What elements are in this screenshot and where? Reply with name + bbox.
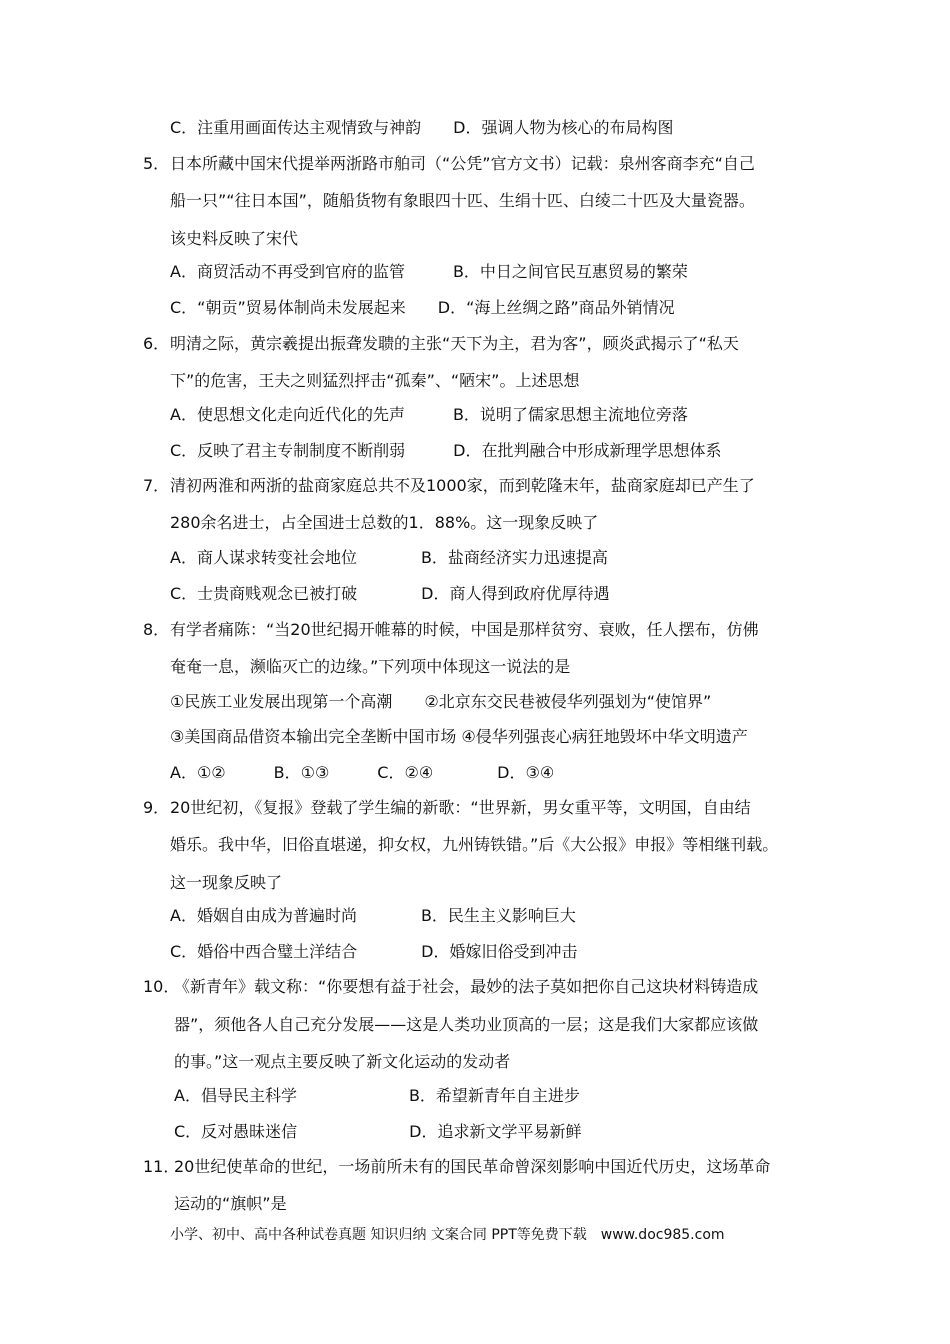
- q4-options-c-d: C．注重用画面传达主观情致与神韵 D．强调人物为核心的布局构图: [170, 118, 674, 137]
- q6-number: 6．: [143, 334, 170, 353]
- page-footer: 小学、初中、高中各种试卷真题 知识归纳 文案合同 PPT等免费下载 www.doc985.com: [170, 1227, 725, 1243]
- q9-number: 9．: [143, 798, 170, 817]
- q6-option-line: C．反映了君主专制制度不断削弱 D．在批判融合中形成新理学思想体系: [170, 441, 722, 460]
- q5-stem-line: 该史料反映了宋代: [170, 229, 299, 248]
- q8-item-line: ①民族工业发展出现第一个高潮 ②北京东交民巷被侵华列强划为“使馆界”: [170, 692, 712, 711]
- q10-stem-line: 器”，须他各人自己充分发展——这是人类功业顶高的一层；这是我们大家都应该做: [174, 1015, 759, 1034]
- q10-option-line: C．反对愚昧迷信 D．追求新文学平易新鲜: [174, 1122, 582, 1141]
- q6-stem-line: 明清之际，黄宗羲提出振聋发聩的主张“天下为主，君为客”，顾炎武揭示了“私天: [170, 334, 739, 353]
- q9-stem-line: 这一现象反映了: [170, 873, 283, 892]
- q10-stem-line: 《新青年》载文称：“你要想有益于社会，最妙的法子莫如把你自己这块材料铸造成: [174, 977, 759, 996]
- q7-option-line: A．商人谋求转变社会地位 B．盐商经济实力迅速提高: [170, 548, 608, 567]
- q5-option-line: C．“朝贡”贸易体制尚未发展起来 D．“海上丝绸之路”商品外销情况: [170, 298, 675, 317]
- q8-stem-line: 奄奄一息，濒临灭亡的边缘。”下列项中体现这一说法的是: [170, 657, 571, 676]
- q11-number: 11．: [143, 1157, 180, 1176]
- q10-option-line: A．倡导民主科学 B．希望新青年自主进步: [174, 1086, 580, 1105]
- q7-stem-line: 280余名进士，占全国进士总数的1．88%。这一现象反映了: [170, 513, 599, 532]
- q9-option-line: C．婚俗中西合璧土洋结合 D．婚嫁旧俗受到冲击: [170, 942, 578, 961]
- q7-number: 7．: [143, 476, 170, 495]
- q9-stem-line: 婚乐。我中华，旧俗直堪递，抑女权，九州铸铁错。”后《大公报》申报》等相继刊载。: [170, 835, 779, 854]
- q7-option-line: C．士贵商贱观念已被打破 D．商人得到政府优厚待遇: [170, 584, 610, 603]
- q10-number: 10．: [143, 977, 180, 996]
- q11-stem-line: 20世纪使革命的世纪，一场前所未有的国民革命曾深刻影响中国近代历史，这场革命: [174, 1157, 771, 1176]
- q7-stem-line: 清初两淮和两浙的盐商家庭总共不及1000家，而到乾隆末年，盐商家庭却已产生了: [170, 476, 755, 495]
- q11-stem-line: 运动的“旗帜”是: [174, 1194, 287, 1213]
- q6-stem-line: 下”的危害，王夫之则猛烈抨击“孤秦”、“陋宋”。上述思想: [170, 371, 580, 390]
- q5-number: 5．: [143, 154, 170, 173]
- q9-option-line: A．婚姻自由成为普遍时尚 B．民生主义影响巨大: [170, 906, 576, 925]
- q10-stem-line: 的事。”这一观点主要反映了新文化运动的发动者: [174, 1052, 511, 1071]
- q6-option-line: A．使思想文化走向近代化的先声 B．说明了儒家思想主流地位旁落: [170, 405, 688, 424]
- q5-stem-line: 日本所藏中国宋代提举两浙路市舶司（“公凭”官方文书）记载：泉州客商李充“自己: [170, 154, 755, 173]
- q9-stem-line: 20世纪初，《复报》登载了学生编的新歌：“世界新，男女重平等，文明国，自由结: [170, 798, 751, 817]
- q5-option-line: A．商贸活动不再受到官府的监管 B．中日之间官民互惠贸易的繁荣: [170, 262, 688, 281]
- q8-option-line: A．①② B．①③ C．②④ D．③④: [170, 763, 555, 782]
- q8-number: 8．: [143, 620, 170, 639]
- q8-item-line: ③美国商品借资本输出完全垄断中国市场 ④侵华列强丧心病狂地毁坏中华文明遗产: [170, 727, 748, 746]
- q5-stem-line: 船一只”“往日本国”，随船货物有象眼四十匹、生绢十匹、白绫二十匹及大量瓷器。: [170, 191, 755, 210]
- q8-stem-line: 有学者痛陈：“当20世纪揭开帷幕的时候，中国是那样贫穷、衰败，任人摆布，仿佛: [170, 620, 759, 639]
